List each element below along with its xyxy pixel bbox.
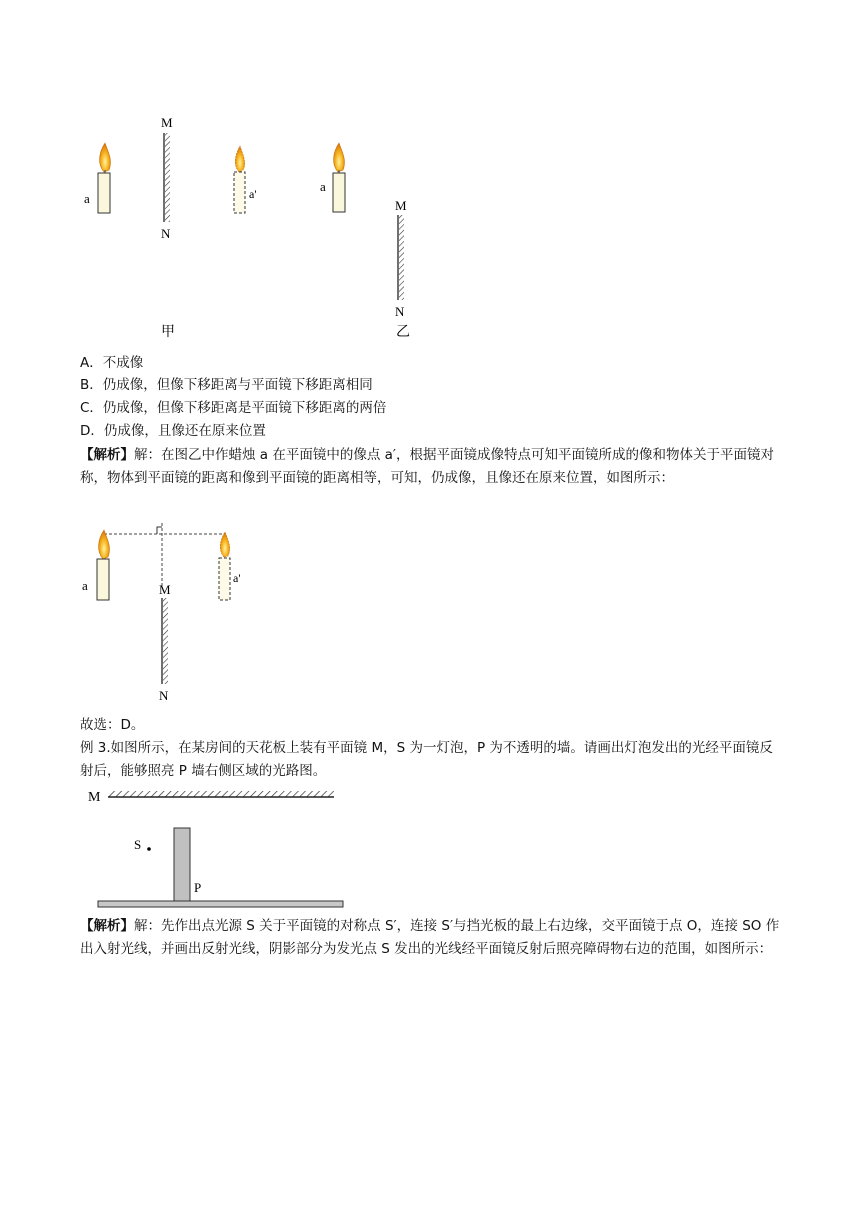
figure-mirror-candle-2: [0, 515, 300, 710]
analysis-1: [80, 444, 780, 490]
ceiling-mirror: [108, 791, 334, 797]
image-candle-a-prime: [234, 146, 245, 213]
analysis-text: 解：在图乙中作蜡烛 a 在平面镜中的像点 a′，根据平面镜成像特点可知平面镜所成的像和物体关于平面镜对称，物体到平面镜的距离和像到平面镜的距离相等，可知，仍成像，且像还在原来位置，如图所示：: [80, 447, 774, 486]
option-b: B．仍成像，但像下移距离与平面镜下移距离相同: [80, 377, 373, 393]
analysis-2: [80, 915, 780, 961]
mirror-label-m-2: M: [395, 198, 407, 213]
option-c: C．仍成像，但像下移距离是平面镜下移距离的两倍: [80, 400, 387, 416]
mirror-label-m-fig2: M: [159, 582, 171, 597]
figure-mirror-candle-1: [0, 100, 860, 350]
candle-a-right: [333, 143, 345, 212]
source-label-s: S: [134, 837, 142, 852]
caption-jia: 甲: [161, 324, 175, 340]
mirror-mn-2: [398, 215, 404, 300]
analysis-tag: 【解析】: [80, 447, 134, 463]
mirror-label-n: N: [161, 226, 171, 241]
candle-a-fig2: [97, 530, 109, 600]
image-label-a-prime-fig2: a': [233, 571, 241, 585]
figure-mirror-wall: [0, 780, 380, 910]
candle-a-left: [98, 143, 110, 213]
caption-yi: 乙: [396, 324, 410, 340]
analysis-tag-2: 【解析】: [80, 918, 134, 934]
wall-label-p: P: [194, 880, 202, 895]
image-label-a-prime: a': [249, 187, 257, 201]
mirror-label-n-2: N: [395, 304, 405, 319]
mirror-label-m: M: [161, 115, 173, 130]
wall-p: [174, 828, 190, 901]
answer: 故选：D。: [80, 717, 145, 733]
candle-label-a-2: a: [320, 179, 326, 194]
example-3: 例 3.如图所示，在某房间的天花板上装有平面镜 M，S 为一灯泡，P 为不透明的墙。请画出灯泡发出的光经平面镜反射后，能够照亮 P 墙右侧区域的光路图。: [80, 740, 773, 779]
mirror-label-m-fig3: M: [88, 790, 101, 805]
mirror-label-n-fig2: N: [159, 688, 169, 703]
floor: [98, 901, 343, 907]
option-a: A．不成像: [80, 355, 144, 371]
candle-label-a-fig2: a: [82, 578, 88, 593]
analysis-text-2: 解：先作出点光源 S 关于平面镜的对称点 S′，连接 S′与挡光板的最上右边缘，交平面镜于点 O，连接 SO 作出入射光线，并画出反射光线，阴影部分为发光点 S 发出的光线经平面镜反射后照亮障碍物右边的范围，如图所示：: [80, 918, 780, 957]
light-bulb-dot: [147, 847, 151, 851]
candle-label-a: a: [84, 191, 90, 206]
image-a-prime-fig2: [219, 532, 230, 600]
mirror-mn-fig2: [162, 598, 168, 684]
mirror-mn-1: [164, 133, 170, 222]
option-d: D．仍成像，且像还在原来位置: [80, 423, 266, 439]
